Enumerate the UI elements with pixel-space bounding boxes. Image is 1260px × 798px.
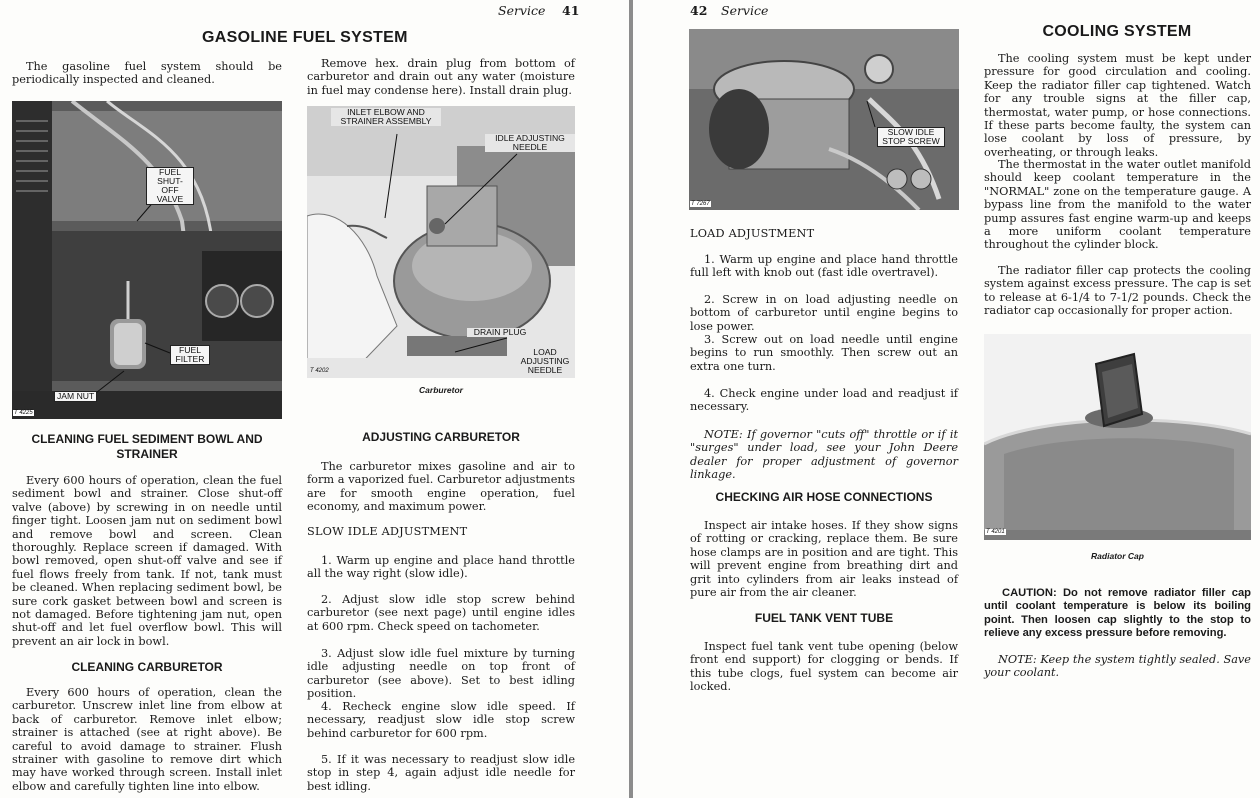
cooling-paragraph-1: The cooling system must be kept under pressure for good circulation and cooling. Keep the radiator filler cap tightened. Watch for any trouble signs at the filler cap, thermostat, water pump, or hose connections. If these parts become faulty, the system can lose coolant by loss of pressure, by overheating, or through leaks. bbox=[984, 52, 1251, 159]
fuel-system-photo bbox=[12, 101, 282, 419]
carburetor-caption: Carburetor bbox=[419, 385, 463, 395]
label-load-needle: LOAD ADJUSTING NEEDLE bbox=[515, 348, 575, 375]
carburetor-photo-id: T 4202 bbox=[310, 368, 329, 374]
load-step-1: 1. Warm up engine and place hand throttle full left with knob out (fast idle overtravel). bbox=[690, 253, 958, 280]
drain-plug-paragraph: Remove hex. drain plug from bottom of carburetor and drain out any water (moisture in fuel may condense here). Install drain plug. bbox=[307, 57, 575, 97]
page-number: 42 bbox=[690, 3, 708, 18]
label-jam-nut: JAM NUT bbox=[54, 391, 97, 402]
load-step-4: 4. Check engine under load and readjust if necessary. bbox=[690, 387, 958, 414]
radiator-cap-illustration bbox=[984, 334, 1251, 540]
right-page bbox=[633, 0, 1260, 798]
carburetor-photo bbox=[307, 106, 575, 378]
load-adjustment-heading: LOAD ADJUSTMENT bbox=[690, 227, 815, 240]
radiator-photo-id: T 4201 bbox=[986, 529, 1005, 535]
final-note: NOTE: Keep the system tightly sealed. Save your coolant. bbox=[984, 653, 1251, 680]
running-head: Service bbox=[498, 3, 546, 18]
adjusting-carburetor-heading: ADJUSTING CARBURETOR bbox=[362, 430, 520, 444]
photo-id: T 4225 bbox=[14, 410, 33, 416]
slow-idle-step-3: 3. Adjust slow idle fuel mixture by turning idle adjusting needle on top front of carburetor (see above). Set to best idling position. bbox=[307, 647, 575, 701]
intro-paragraph: The gasoline fuel system should be periodically inspected and cleaned. bbox=[12, 60, 282, 87]
cooling-system-title: COOLING SYSTEM bbox=[1042, 23, 1192, 40]
carburetor-cleaning-heading: CLEANING CARBURETOR bbox=[71, 660, 223, 674]
label-fuel-filter: FUEL FILTER bbox=[170, 345, 210, 365]
engine-illustration bbox=[12, 101, 282, 419]
carburetor-cleaning-paragraph: Every 600 hours of operation, clean the carburetor. Unscrew inlet line from elbow at back of carburetor. Remove inlet elbow; strainer is attached (see at right above). Be careful to avoid damage to strainer. Flush strainer with gasoline to remove dirt which may have worked through screen. Install inlet elbow and carefully tighten line into elbow. bbox=[12, 686, 282, 793]
cooling-paragraph-3: The radiator filler cap protects the cooling system against excess pressure. The cap is set to release at 6-1/4 to 7-1/2 pounds. Check the radiator cap occasionally for proper action. bbox=[984, 264, 1251, 318]
vent-tube-paragraph: Inspect fuel tank vent tube opening (below front end support) for clogging or bends. If this tube clogs, fuel system can become air locked. bbox=[690, 640, 958, 694]
left-page bbox=[0, 0, 629, 798]
air-hose-paragraph: Inspect air intake hoses. If they show signs of rotting or cracking, replace them. Be sure hose clamps are in position and are tight. This will prevent engine from breathing dirt and grit into cylinders from air leaks instead of pure air from the air cleaner. bbox=[690, 519, 958, 600]
sediment-paragraph: Every 600 hours of operation, clean the fuel sediment bowl and strainer. Close shut-off valve (above) by screwing in on needle until finger tight. Loosen jam nut on sediment bowl and remove bowl and screen. Clean thoroughly. Replace screen if damaged. With bowl removed, open shut-off valve and see if fuel flows freely from tank. If not, tank must be cleaned. When replacing sediment bowl, be sure cork gasket between bowl and screen is not damaged. Before tightening jam nut, open shut-off and let fuel overflow bowl. This will prevent an air lock in bowl. bbox=[12, 474, 282, 648]
slow-idle-step-4: 4. Recheck engine slow idle speed. If necessary, readjust slow idle stop screw behind carburetor for 600 rpm. bbox=[307, 700, 575, 740]
running-head: Service bbox=[721, 3, 769, 18]
slow-idle-photo bbox=[689, 29, 959, 210]
label-slow-idle-stop-screw: SLOW IDLE STOP SCREW bbox=[877, 127, 945, 147]
load-step-3: 3. Screw out on load needle until engine begins to run smoothly. Then screw out an extra one turn. bbox=[690, 333, 958, 373]
governor-note: NOTE: If governor "cuts off" throttle or if it "surges" under load, see your John Deere dealer for proper adjustment of governor linkage. bbox=[690, 428, 958, 482]
slow-idle-step-1: 1. Warm up engine and place hand throttle all the way right (slow idle). bbox=[307, 554, 575, 581]
caution-paragraph: CAUTION: Do not remove radiator filler cap until coolant temperature is below its boiling point. Then loosen cap slightly to the stop to relieve any excess pressure before removing. bbox=[984, 587, 1251, 640]
adjusting-carburetor-paragraph: The carburetor mixes gasoline and air to form a vaporized fuel. Carburetor adjustments are for smooth engine operation, fuel economy, and maximum power. bbox=[307, 460, 575, 514]
label-inlet-elbow: INLET ELBOW AND STRAINER ASSEMBLY bbox=[331, 108, 441, 126]
slow-idle-step-2: 2. Adjust slow idle stop screw behind carburetor (see next page) until engine idles at 600 rpm. Check speed on tachometer. bbox=[307, 593, 575, 633]
radiator-cap-photo bbox=[984, 334, 1251, 540]
sediment-heading: CLEANING FUEL SEDIMENT BOWL AND STRAINER bbox=[31, 432, 263, 461]
slow-idle-step-5: 5. If it was necessary to readjust slow idle stop in step 4, again adjust idle needle for best idling. bbox=[307, 753, 575, 793]
radiator-cap-caption: Radiator Cap bbox=[1091, 551, 1144, 561]
cooling-paragraph-2: The thermostat in the water outlet manifold should keep coolant temperature in the "NORMAL" zone on the temperature gauge. A bypass line from the manifold to the water pump assures fast engine warm-up and keeps a more uniform coolant temperature throughout the cylinder block. bbox=[984, 158, 1251, 252]
photo-id: T 7267 bbox=[691, 201, 710, 207]
label-drain-plug: DRAIN PLUG bbox=[467, 328, 533, 337]
section-title: GASOLINE FUEL SYSTEM bbox=[202, 29, 408, 46]
slow-idle-illustration bbox=[689, 29, 959, 210]
air-hose-heading: CHECKING AIR HOSE CONNECTIONS bbox=[715, 490, 933, 504]
slow-idle-heading: SLOW IDLE ADJUSTMENT bbox=[307, 525, 468, 538]
load-step-2: 2. Screw in on load adjusting needle on bottom of carburetor until engine begins to lose power. bbox=[690, 293, 958, 333]
label-idle-needle: IDLE ADJUSTING NEEDLE bbox=[485, 134, 575, 152]
label-fuel-shutoff-valve: FUEL SHUT-OFF VALVE bbox=[146, 167, 194, 205]
page-number: 41 bbox=[562, 3, 580, 18]
vent-tube-heading: FUEL TANK VENT TUBE bbox=[754, 611, 894, 625]
